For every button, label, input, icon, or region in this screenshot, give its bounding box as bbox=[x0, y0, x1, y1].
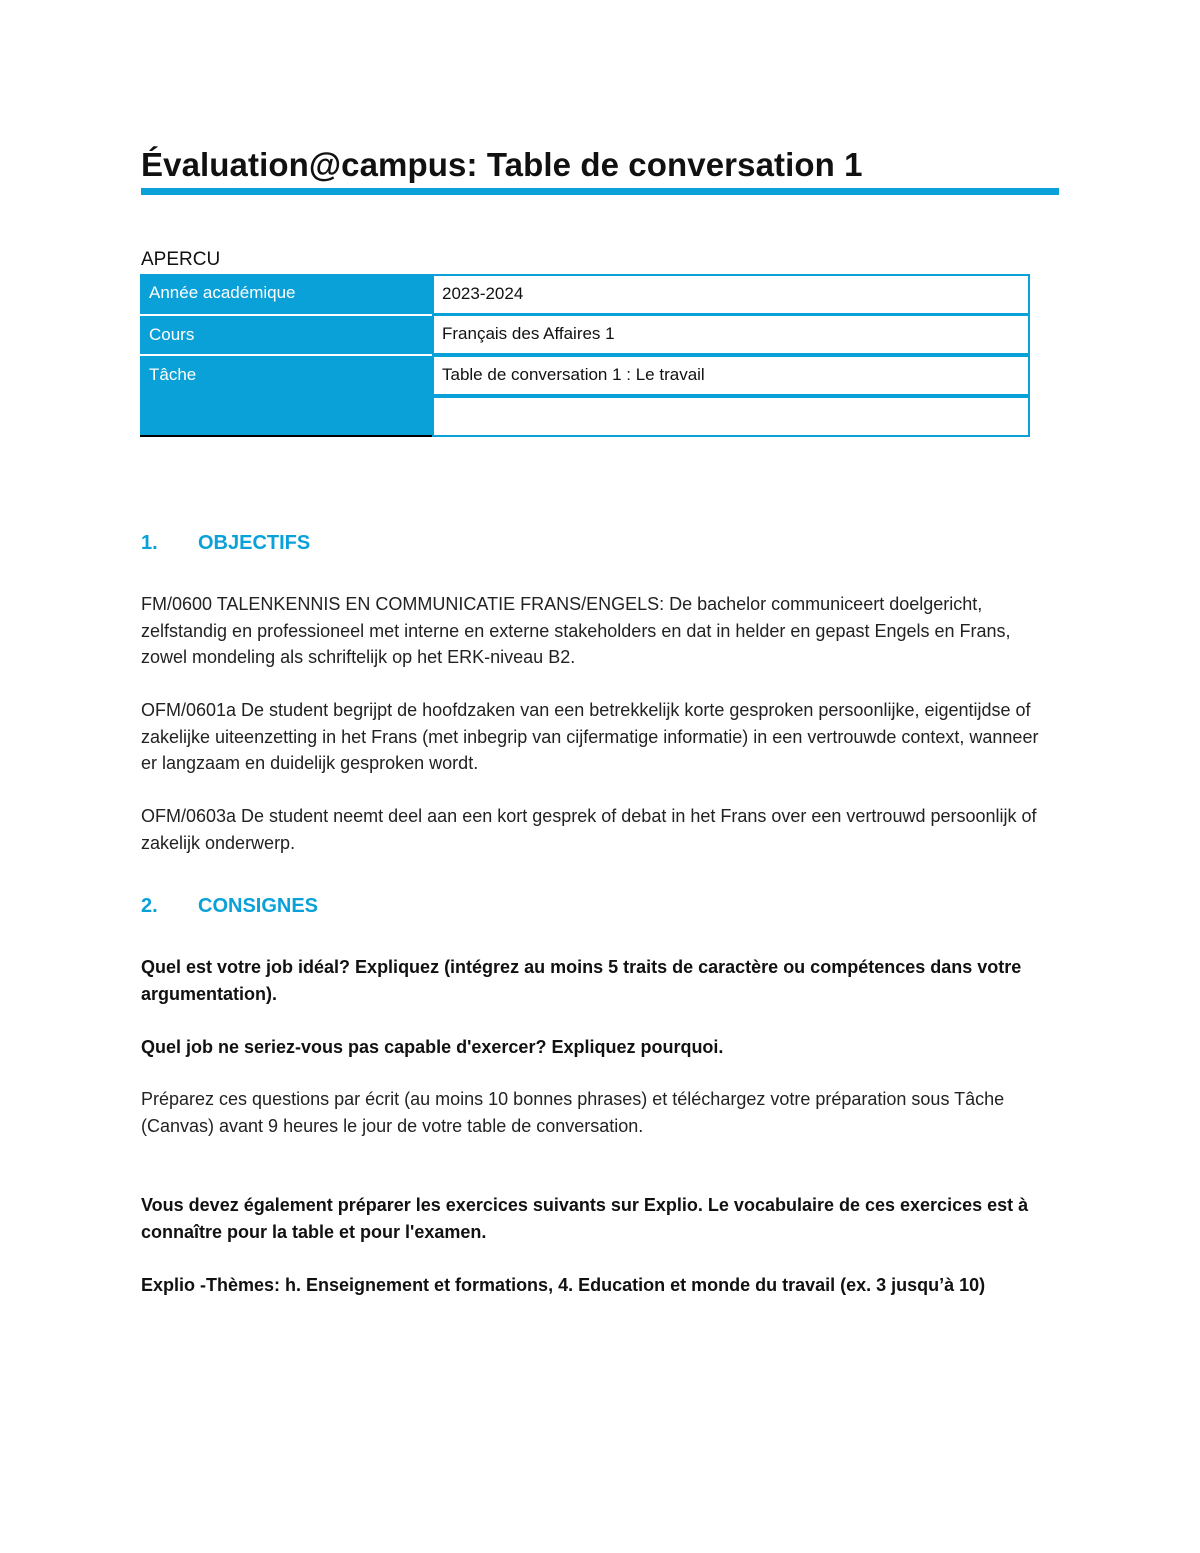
section-heading-consignes bbox=[141, 895, 318, 918]
question-ideal-job: Quel est votre job idéal? Expliquez (intégrez au moins 5 traits de caractère ou compétences dans votre argumentation). bbox=[141, 957, 1022, 1004]
value-annee-academique: 2023-2024 bbox=[432, 274, 1030, 315]
label-tache: Tâche bbox=[140, 354, 432, 394]
section-number: 1. bbox=[141, 532, 158, 554]
apercu-label: APERCU bbox=[141, 249, 221, 270]
section-heading-objectifs bbox=[141, 532, 310, 555]
question-incapable-job: Quel job ne seriez-vous pas capable d'exercer? Expliquez pourquoi. bbox=[141, 1037, 724, 1057]
label-cours: Cours bbox=[140, 314, 432, 354]
section-title: CONSIGNES bbox=[198, 895, 319, 917]
preparation-instructions: Préparez ces questions par écrit (au moins 10 bonnes phrases) et téléchargez votre préparation sous Tâche (Canvas) avant 9 heures le jour de votre table de conversation. bbox=[141, 1089, 1005, 1136]
objective-paragraph: FM/0600 TALENKENNIS EN COMMUNICATIE FRANS/ENGELS: De bachelor communiceert doelgericht, zelfstandig en professioneel met interne en externe stakeholders en dat in helder en gepast Engels en Frans, zowel mondeling als schriftelijk op het ERK-niveau B2. bbox=[141, 594, 1011, 667]
objective-paragraph: OFM/0603a De student neemt deel aan een kort gesprek of debat in het Frans over een vertrouwd persoonlijk of zakelijk onderwerp. bbox=[141, 806, 1037, 853]
info-table-label-column bbox=[140, 274, 432, 437]
value-cours: Français des Affaires 1 bbox=[432, 314, 1030, 355]
section-title: OBJECTIFS bbox=[198, 532, 311, 554]
explio-themes: Explio -Thèmes: h. Enseignement et formations, 4. Education et monde du travail (ex. 3 jusqu’à 10) bbox=[141, 1275, 986, 1295]
label-annee-academique: Année académique bbox=[149, 283, 296, 302]
explio-instructions: Vous devez également préparer les exercices suivants sur Explio. Le vocabulaire de ces exercices est à connaître pour la table et pour l'examen. bbox=[141, 1195, 1029, 1242]
value-tache: Table de conversation 1 : Le travail bbox=[432, 355, 1030, 396]
objective-paragraph: OFM/0601a De student begrijpt de hoofdzaken van een betrekkelijk korte gesproken persoonlijke, eigentijdse of zakelijke uiteenzetting in het Frans (met inbegrip van cijfermatige informatie) in een vertrouwde context, wanneer er langzaam en duidelijk gesproken wordt. bbox=[141, 700, 1039, 773]
title-underline bbox=[141, 188, 1059, 195]
info-table bbox=[140, 274, 1030, 437]
value-empty bbox=[432, 396, 1030, 437]
page-title: Évaluation@campus: Table de conversation 1 bbox=[141, 146, 863, 183]
section-number: 2. bbox=[141, 895, 158, 917]
